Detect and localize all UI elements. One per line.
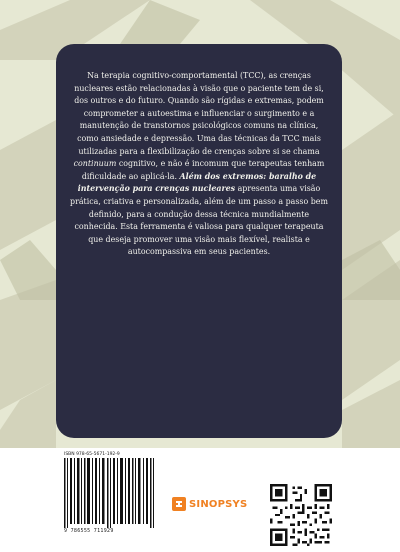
qr-code — [270, 484, 332, 546]
blurb-term-continuum: continuum — [73, 159, 117, 169]
barcode — [64, 458, 156, 528]
publisher-logo — [172, 496, 247, 512]
barcode-number: 9 786555 711929 — [64, 528, 114, 534]
blurb-intro: Na terapia cognitivo-comportamental (TCC), as crenças nucleares estão relacionadas à visão que o paciente tem de si, dos outros e do futuro. Quando são rígidas e extremas, podem comprometer a autoestima e influenciar o surgimento e a manutenção de transtornos psicológicos comuns na clínica, como ansiedade e depressão. Uma das técnicas da TCC mais utilizadas para a flexibilização de crenças sobre si se chama — [74, 71, 324, 156]
blurb-book-title: Além dos extremos: baralho de intervenção para crenças nucleares — [77, 171, 317, 194]
back-cover-blurb — [70, 70, 328, 259]
publisher-name: SINOPSYS — [189, 498, 248, 510]
publisher-mark-icon — [172, 497, 186, 511]
isbn-label: ISBN 978-65-5671-192-9 — [64, 452, 120, 457]
blurb-conclusion: apresenta uma visão prática, criativa e personalizada, além de um passo a passo bem definido, para a condução dessa técnica mundialmente conhecida. Esta ferramenta é valiosa para qualquer terapeuta que deseja promover uma visão mais flexível, realista e autocompassiva em seus pacientes. — [70, 184, 328, 257]
blurb-middle: cognitivo, e não é incomum que terapeutas tenham dificuldade ao aplicá-la. — [81, 159, 325, 181]
